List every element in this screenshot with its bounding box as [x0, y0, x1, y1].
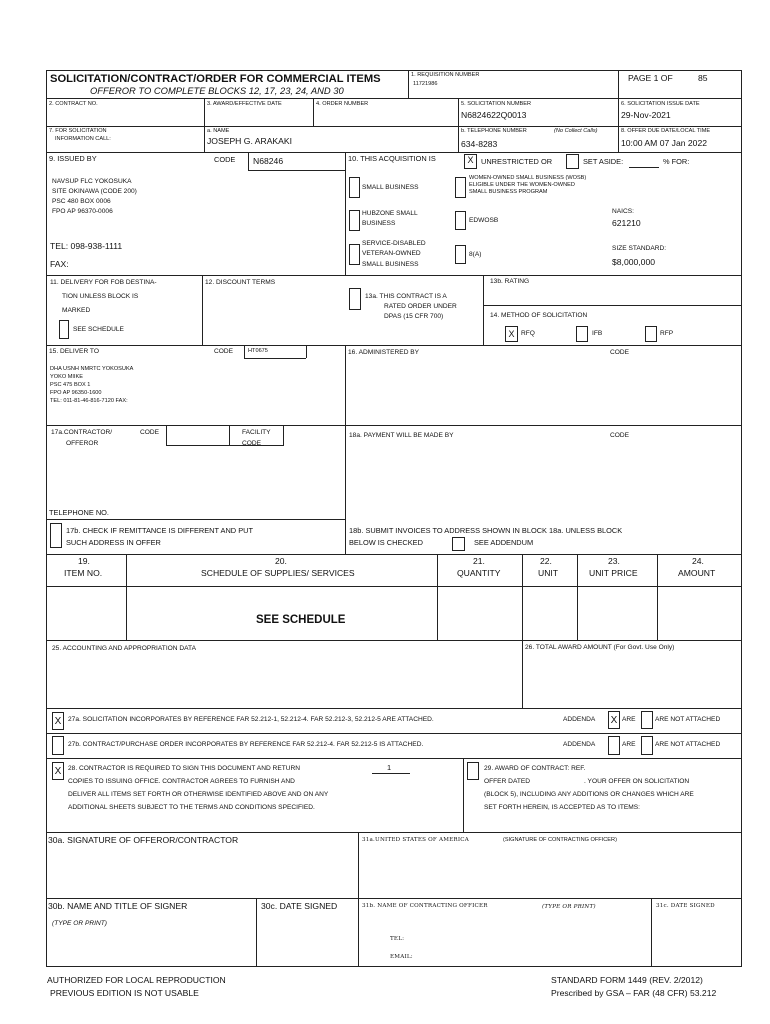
offer-due-value: 10:00 AM 07 Jan 2022 — [621, 138, 708, 148]
discount-terms-label: 12. DISCOUNT TERMS — [205, 279, 276, 286]
addenda-27a-not-label: ARE NOT ATTACHED — [655, 716, 721, 723]
deliver-to-line: YOKO MIIKE — [50, 374, 83, 380]
issued-by-line: NAVSUP FLC YOKOSUKA — [52, 178, 132, 185]
for-info-label-1: 7. FOR SOLICITATION — [49, 128, 107, 134]
total-award-label: 26. TOTAL AWARD AMOUNT (For Govt. Use Only) — [525, 644, 675, 651]
officer-name-label: 31b. NAME OF CONTRACTING OFFICER — [362, 903, 488, 909]
addenda-27a-are-checkbox[interactable]: X — [608, 711, 620, 729]
signature-31a-label: 31a.UNITED STATES OF AMERICA — [362, 837, 469, 843]
requisition-value: 11721986 — [413, 81, 438, 87]
requisition-label: 1. REQUISITION NUMBER — [411, 72, 480, 78]
block-28-line-2: COPIES TO ISSUING OFFICE. CONTRACTOR AGREES TO FURNISH AND — [68, 778, 295, 785]
set-aside-pct-label: % FOR: — [663, 157, 690, 166]
unrestricted-checkbox[interactable]: X — [464, 154, 477, 169]
issue-date-value: 29-Nov-2021 — [621, 110, 671, 120]
offer-due-label: 8. OFFER DUE DATE/LOCAL TIME — [621, 128, 711, 134]
accounting-label: 25. ACCOUNTING AND APPROPRIATION DATA — [52, 645, 196, 652]
name-value: JOSEPH G. ARAKAKI — [207, 136, 293, 146]
footer-previous-edition: PREVIOUS EDITION IS NOT USABLE — [50, 988, 199, 998]
page-total: 85 — [698, 73, 708, 83]
naics-value: 621210 — [612, 218, 641, 228]
contractor-code-label: CODE — [140, 429, 160, 436]
col-19-number: 19. — [78, 556, 90, 566]
fob-see-schedule-checkbox[interactable] — [59, 320, 69, 339]
issued-by-code-label: CODE — [214, 155, 236, 164]
sdvosb-label-2: VETERAN-OWNED — [362, 250, 421, 257]
contractor-label-1: 17a.CONTRACTOR/ — [51, 429, 113, 436]
clause-27b-checkbox[interactable] — [52, 736, 64, 755]
clause-27a-checkbox[interactable]: X — [52, 712, 64, 730]
deliver-to-label: 15. DELIVER TO — [49, 348, 99, 355]
issued-by-fax: FAX: — [50, 259, 69, 269]
block-28-line-4: ADDITIONAL SHEETS SUBJECT TO THE TERMS AND CONDITIONS SPECIFIED. — [68, 804, 315, 811]
block-29-line-1: 29. AWARD OF CONTRACT: REF. — [484, 765, 586, 772]
invoice-label-1: 18b. SUBMIT INVOICES TO ADDRESS SHOWN IN BLOCK 18a. UNLESS BLOCK — [349, 526, 623, 535]
signature-30a-field[interactable] — [48, 850, 354, 894]
wosb-label-1: WOMEN-OWNED SMALL BUSINESS (WOSB) — [469, 175, 587, 181]
deliver-to-line: FPO AP 96350-1600 — [50, 390, 102, 396]
clause-27b-text: 27b. CONTRACT/PURCHASE ORDER INCORPORATES BY REFERENCE FAR 52.212-4. FAR 52.212-5 IS ATTACHED. — [68, 741, 424, 748]
sdvosb-label-3: SMALL BUSINESS — [362, 261, 419, 268]
name-label: a. NAME — [207, 128, 230, 134]
issued-by-label: 9. ISSUED BY — [49, 154, 97, 163]
date-signed-30c-field[interactable] — [258, 915, 356, 964]
signer-name-note: (TYPE OR PRINT) — [52, 920, 107, 927]
size-standard-label: SIZE STANDARD: — [612, 245, 667, 252]
telephone-label: TELEPHONE NO. — [49, 508, 109, 517]
contractor-code-field[interactable] — [166, 426, 230, 446]
deliver-to-line: PSC 475 BOX 1 — [50, 382, 91, 388]
signer-name-field[interactable] — [48, 930, 252, 964]
method-label: 14. METHOD OF SOLICITATION — [490, 312, 588, 319]
order-number-label: 4. ORDER NUMBER — [316, 101, 369, 107]
facility-code-field[interactable] — [230, 426, 284, 446]
addenda-27b-not-label: ARE NOT ATTACHED — [655, 741, 721, 748]
rated-order-label-2: RATED ORDER UNDER — [384, 303, 457, 310]
naics-label: NAICS: — [612, 208, 634, 215]
contractor-label-2: OFFEROR — [66, 440, 99, 447]
col-21-header: QUANTITY — [457, 568, 501, 578]
block-29-line-3: (BLOCK 5), INCLUDING ANY ADDITIONS OR CHANGES WHICH ARE — [484, 791, 694, 798]
award-date-label: 3. AWARD/EFFECTIVE DATE — [207, 101, 282, 107]
addenda-27b-are-label: ARE — [622, 741, 636, 748]
footer-prescribed: Prescribed by GSA – FAR (48 CFR) 53.212 — [551, 988, 717, 998]
issued-by-tel: TEL: 098-938-1111 — [50, 241, 123, 251]
ifb-checkbox[interactable] — [576, 326, 588, 342]
issued-by-line: SITE OKINAWA (CODE 200) — [52, 188, 137, 195]
rfp-label: RFP — [660, 330, 674, 337]
block-29-line-4: SET FORTH HEREIN, IS ACCEPTED AS TO ITEMS: — [484, 804, 640, 811]
remittance-checkbox[interactable] — [50, 523, 62, 548]
remittance-label-2: SUCH ADDRESS IN OFFER — [66, 538, 161, 547]
phone-label: b. TELEPHONE NUMBER — [461, 128, 527, 134]
contract-no-label: 2. CONTRACT NO. — [49, 101, 98, 107]
set-aside-checkbox[interactable] — [566, 154, 579, 169]
wosb-checkbox[interactable] — [455, 177, 466, 198]
addendum-label: SEE ADDENDUM — [474, 538, 534, 547]
solicitation-number-value: N6824622Q0013 — [461, 110, 527, 120]
deliver-to-line: TEL: 011-81-46-816-7120 FAX: — [50, 398, 128, 404]
signature-31a-field[interactable] — [362, 850, 738, 894]
administered-by-code-label: CODE — [610, 349, 630, 356]
col-19-header: ITEM NO. — [64, 568, 103, 578]
col-24-header: AMOUNT — [678, 568, 716, 578]
unrestricted-label: UNRESTRICTED OR — [481, 157, 553, 166]
rfp-checkbox[interactable] — [645, 326, 657, 342]
edwosb-checkbox[interactable] — [455, 211, 466, 230]
see-schedule-text: SEE SCHEDULE — [256, 614, 346, 626]
col-24-number: 24. — [692, 556, 704, 566]
sdvosb-label-1: SERVICE-DISABLED — [362, 240, 426, 247]
block-28-checkbox[interactable]: X — [52, 762, 64, 780]
col-21-number: 21. — [473, 556, 485, 566]
size-standard-value: $8,000,000 — [612, 257, 656, 267]
addenda-27b-are-checkbox[interactable] — [608, 736, 620, 755]
signer-name-label: 30b. NAME AND TITLE OF SIGNER — [48, 901, 188, 911]
deliver-to-code-value: HT0675 — [248, 348, 268, 354]
addendum-checkbox[interactable] — [452, 537, 465, 551]
form-subtitle: OFFEROR TO COMPLETE BLOCKS 12, 17, 23, 24, AND 30 — [90, 85, 344, 96]
page-label: PAGE 1 OF — [628, 73, 673, 83]
signature-31a-note: (SIGNATURE OF CONTRACTING OFFICER) — [503, 837, 617, 843]
fob-label-2: TION UNLESS BLOCK IS — [62, 293, 139, 300]
small-business-checkbox[interactable] — [349, 177, 360, 198]
signature-30a-label: 30a. SIGNATURE OF OFFEROR/CONTRACTOR — [48, 835, 239, 845]
rfq-checkbox[interactable]: X — [505, 326, 518, 342]
block-28-line-3: DELIVER ALL ITEMS SET FORTH OR OTHERWISE IDENTIFIED ABOVE AND ON ANY — [68, 791, 329, 798]
issued-by-code-value: N68246 — [253, 156, 284, 166]
remittance-label-1: 17b. CHECK IF REMITTANCE IS DIFFERENT AND PUT — [66, 526, 253, 535]
hubzone-checkbox[interactable] — [349, 210, 360, 231]
col-23-header: UNIT PRICE — [589, 568, 638, 578]
for-info-label-2: INFORMATION CALL: — [55, 136, 111, 142]
addenda-27a-label: ADDENDA — [563, 716, 596, 723]
rated-order-label-3: DPAS (15 CFR 700) — [384, 313, 444, 320]
phone-value: 634-8283 — [461, 139, 498, 149]
acquisition-label: 10. THIS ACQUISITION IS — [348, 154, 436, 163]
payment-code-label: CODE — [610, 432, 630, 439]
fob-label-3: MARKED — [62, 307, 91, 314]
col-22-number: 22. — [540, 556, 552, 566]
issue-date-label: 6. SOLICITATION ISSUE DATE — [621, 101, 700, 107]
issued-by-line: FPO AP 96370-0006 — [52, 208, 113, 215]
sdvosb-checkbox[interactable] — [349, 244, 360, 265]
ifb-label: IFB — [592, 330, 603, 337]
eight-a-label: 8(A) — [469, 251, 482, 258]
fob-label-1: 11. DELIVERY FOR FOB DESTINA- — [50, 279, 157, 286]
col-20-header: SCHEDULE OF SUPPLIES/ SERVICES — [201, 568, 355, 578]
rated-order-label-1: 13a. THIS CONTRACT IS A — [365, 293, 447, 300]
invoice-label-2: BELOW IS CHECKED — [349, 538, 423, 547]
hubzone-label-1: HUBZONE SMALL — [362, 210, 418, 217]
clause-27a-text: 27a. SOLICITATION INCORPORATES BY REFERENCE FAR 52.212-1, 52.212-4. FAR 52.212-3, 52.212-5 ARE ATTACHED. — [68, 716, 434, 723]
officer-name-note: (TYPE OR PRINT) — [542, 904, 596, 910]
addenda-27b-not-checkbox[interactable] — [641, 736, 653, 755]
issued-by-line: PSC 480 BOX 0006 — [52, 198, 111, 205]
facility-code-label-1: FACILITY — [242, 429, 271, 436]
rating-label: 13b. RATING — [490, 278, 530, 285]
deliver-to-line: DHA USNH NMRTC YOKOSUKA — [50, 366, 134, 372]
solicitation-number-label: 5. SOLICITATION NUMBER — [461, 101, 532, 107]
date-signed-31c-label: 31c. DATE SIGNED — [656, 903, 715, 909]
deliver-to-code-label: CODE — [214, 348, 234, 355]
addenda-27a-not-checkbox[interactable] — [641, 711, 653, 729]
edwosb-label: EDWOSB — [469, 217, 499, 224]
officer-email-label: EMAIL: — [390, 954, 413, 960]
eight-a-checkbox[interactable] — [455, 245, 466, 264]
phone-note: (No Collect Calls) — [554, 128, 598, 134]
wosb-label-2: ELIGIBLE UNDER THE WOMEN-OWNED — [469, 182, 575, 188]
officer-tel-label: TEL: — [390, 936, 405, 942]
small-business-label: SMALL BUSINESS — [362, 184, 419, 191]
fob-see-schedule-label: SEE SCHEDULE — [73, 326, 124, 333]
block-29-checkbox[interactable] — [467, 762, 479, 780]
date-signed-30c-label: 30c. DATE SIGNED — [261, 901, 338, 911]
rated-order-checkbox[interactable] — [349, 288, 361, 310]
form-title: SOLICITATION/CONTRACT/ORDER FOR COMMERCIAL ITEMS — [50, 73, 381, 85]
rfq-label: RFQ — [521, 330, 535, 337]
block-29-line-2: OFFER DATED — [484, 778, 531, 785]
administered-by-label: 16. ADMINISTERED BY — [348, 349, 420, 356]
addenda-27a-are-label: ARE — [622, 716, 636, 723]
footer-form-number: STANDARD FORM 1449 (REV. 2/2012) — [551, 975, 703, 985]
block-29-line-2b: . YOUR OFFER ON SOLICITATION — [584, 778, 690, 785]
addenda-27b-label: ADDENDA — [563, 741, 596, 748]
facility-code-label-2: CODE — [242, 440, 262, 447]
wosb-label-3: SMALL BUSINESS PROGRAM — [469, 189, 548, 195]
hubzone-label-2: BUSINESS — [362, 220, 396, 227]
col-20-number: 20. — [275, 556, 287, 566]
block-28-line-1: 28. CONTRACTOR IS REQUIRED TO SIGN THIS DOCUMENT AND RETURN — [68, 765, 301, 772]
col-23-number: 23. — [608, 556, 620, 566]
block-28-copies: 1 — [387, 763, 392, 772]
col-22-header: UNIT — [538, 568, 559, 578]
footer-authorized: AUTHORIZED FOR LOCAL REPRODUCTION — [47, 975, 226, 985]
payment-label: 18a. PAYMENT WILL BE MADE BY — [349, 432, 454, 439]
set-aside-label: SET ASIDE: — [583, 157, 624, 166]
